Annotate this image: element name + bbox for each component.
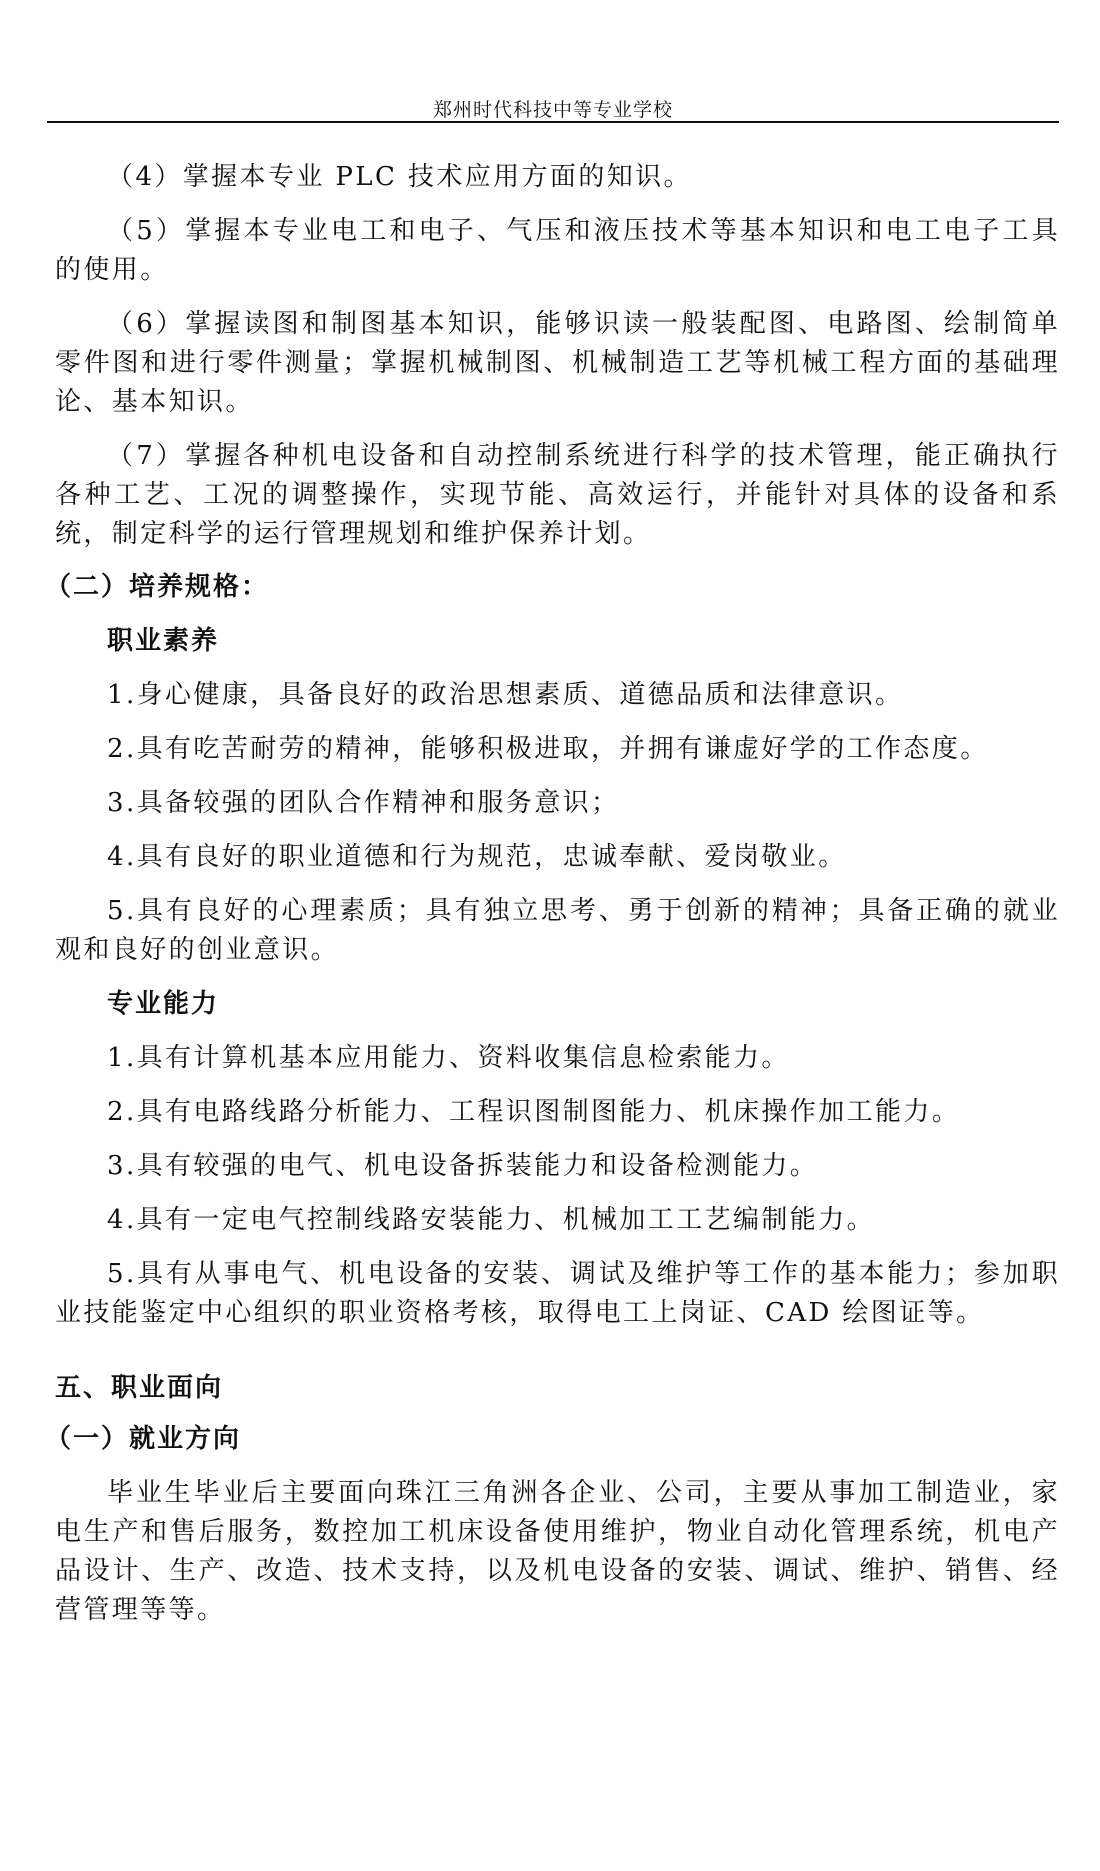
list-item: 2.具有电路线路分析能力、工程识图制图能力、机床操作加工能力。	[107, 1097, 961, 1127]
list-item: 4.具有一定电气控制线路安装能力、机械加工工艺编制能力。	[107, 1205, 876, 1235]
chapter-heading: 五、职业面向	[55, 1373, 224, 1403]
subsection-heading: 职业素养	[107, 626, 220, 656]
section-heading: （二）培养规格：	[45, 572, 270, 602]
header-divider	[47, 121, 1059, 123]
list-item: 3.具备较强的团队合作精神和服务意识；	[107, 788, 620, 818]
paragraph: （4）掌握本专业 PLC 技术应用方面的知识。	[107, 162, 692, 192]
list-item: 5.具有良好的心理素质；具有独立思考、勇于创新的精神；具备正确的就业观和良好的创业意识。	[55, 896, 1060, 965]
paragraph: （6）掌握读图和制图基本知识，能够识读一般装配图、电路图、绘制简单零件图和进行零件测量；掌握机械制图、机械制造工艺等机械工程方面的基础理论、基本知识。	[55, 309, 1060, 417]
list-item: 1.身心健康，具备良好的政治思想素质、道德品质和法律意识。	[107, 680, 904, 710]
paragraph: （5）掌握本专业电工和电子、气压和液压技术等基本知识和电工电子工具的使用。	[55, 216, 1060, 285]
paragraph: （7）掌握各种机电设备和自动控制系统进行科学的技术管理，能正确执行各种工艺、工况的调整操作，实现节能、高效运行，并能针对具体的设备和系统，制定科学的运行管理规划和维护保养计划。	[55, 441, 1060, 549]
subsection-heading: 专业能力	[107, 989, 220, 1019]
list-item: 1.具有计算机基本应用能力、资料收集信息检索能力。	[107, 1043, 790, 1073]
document-body	[45, 158, 1060, 1645]
list-item: 3.具有较强的电气、机电设备拆装能力和设备检测能力。	[107, 1151, 819, 1181]
section-heading: （一）就业方向	[45, 1424, 242, 1454]
list-item: 5.具有从事电气、机电设备的安装、调试及维护等工作的基本能力；参加职业技能鉴定中心组织的职业资格考核，取得电工上岗证、CAD 绘图证等。	[55, 1259, 1060, 1328]
list-item: 4.具有良好的职业道德和行为规范，忠诚奉献、爱岗敬业。	[107, 842, 847, 872]
paragraph: 毕业生毕业后主要面向珠江三角洲各企业、公司，主要从事加工制造业，家电生产和售后服务，数控加工机床设备使用维护，物业自动化管理系统，机电产品设计、生产、改造、技术支持，以及机电设备的安装、调试、维护、销售、经营管理等等。	[55, 1478, 1060, 1625]
page-header: 郑州时代科技中等专业学校	[432, 99, 673, 121]
list-item: 2.具有吃苦耐劳的精神，能够积极进取，并拥有谦虚好学的工作态度。	[107, 734, 989, 764]
